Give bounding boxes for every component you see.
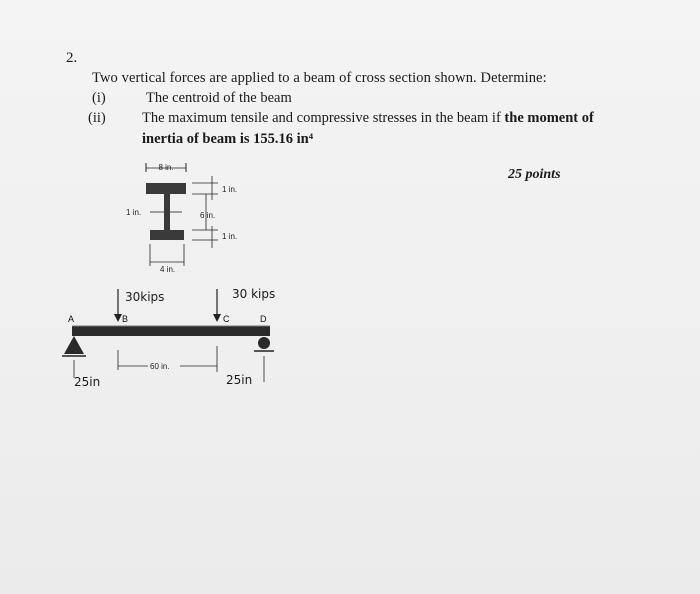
- point-c: C: [223, 314, 230, 324]
- dim-top-width: 8 in.: [158, 163, 174, 172]
- dim-bottom-flange-thk: 1 in.: [222, 232, 238, 241]
- item-text: The maximum tensile and compressive stresses in the beam if: [142, 110, 505, 126]
- web: [164, 194, 170, 230]
- dim-top-flange-thk: 1 in.: [222, 185, 238, 194]
- item-mark: (ii): [88, 110, 106, 126]
- span-ab-label: 25in: [74, 375, 101, 389]
- dim-web-height: 6 in.: [200, 211, 216, 220]
- force-b-label: 30kips: [125, 290, 165, 304]
- span-cd-label: 25in: [226, 373, 253, 387]
- roller-support-d: [258, 337, 270, 349]
- bottom-flange: [150, 230, 184, 240]
- beam-diagram: [62, 287, 275, 389]
- top-flange: [146, 183, 186, 194]
- question-intro: Two vertical forces are applied to a beam of cross section shown. Determine:: [92, 70, 547, 86]
- dim-bottom-width: 4 in.: [160, 265, 176, 274]
- points-label: 25 points: [508, 167, 561, 182]
- inertia-line: inertia of beam is 155.16 in⁴: [142, 131, 314, 147]
- pin-support-a: [64, 336, 84, 354]
- item-text-bold: the moment of: [504, 110, 594, 126]
- question-number: 2.: [66, 50, 78, 66]
- item-text: The centroid of the beam: [146, 90, 292, 106]
- dim-web-thk: 1 in.: [126, 208, 142, 217]
- item-mark: (i): [92, 90, 106, 106]
- cross-section: [126, 163, 237, 274]
- point-b: B: [122, 314, 129, 324]
- span-bc-label: 60 in.: [150, 362, 170, 371]
- force-c-label: 30 kips: [232, 287, 276, 301]
- beam-body: [72, 326, 270, 336]
- point-d: D: [260, 314, 267, 324]
- point-a: A: [68, 314, 75, 324]
